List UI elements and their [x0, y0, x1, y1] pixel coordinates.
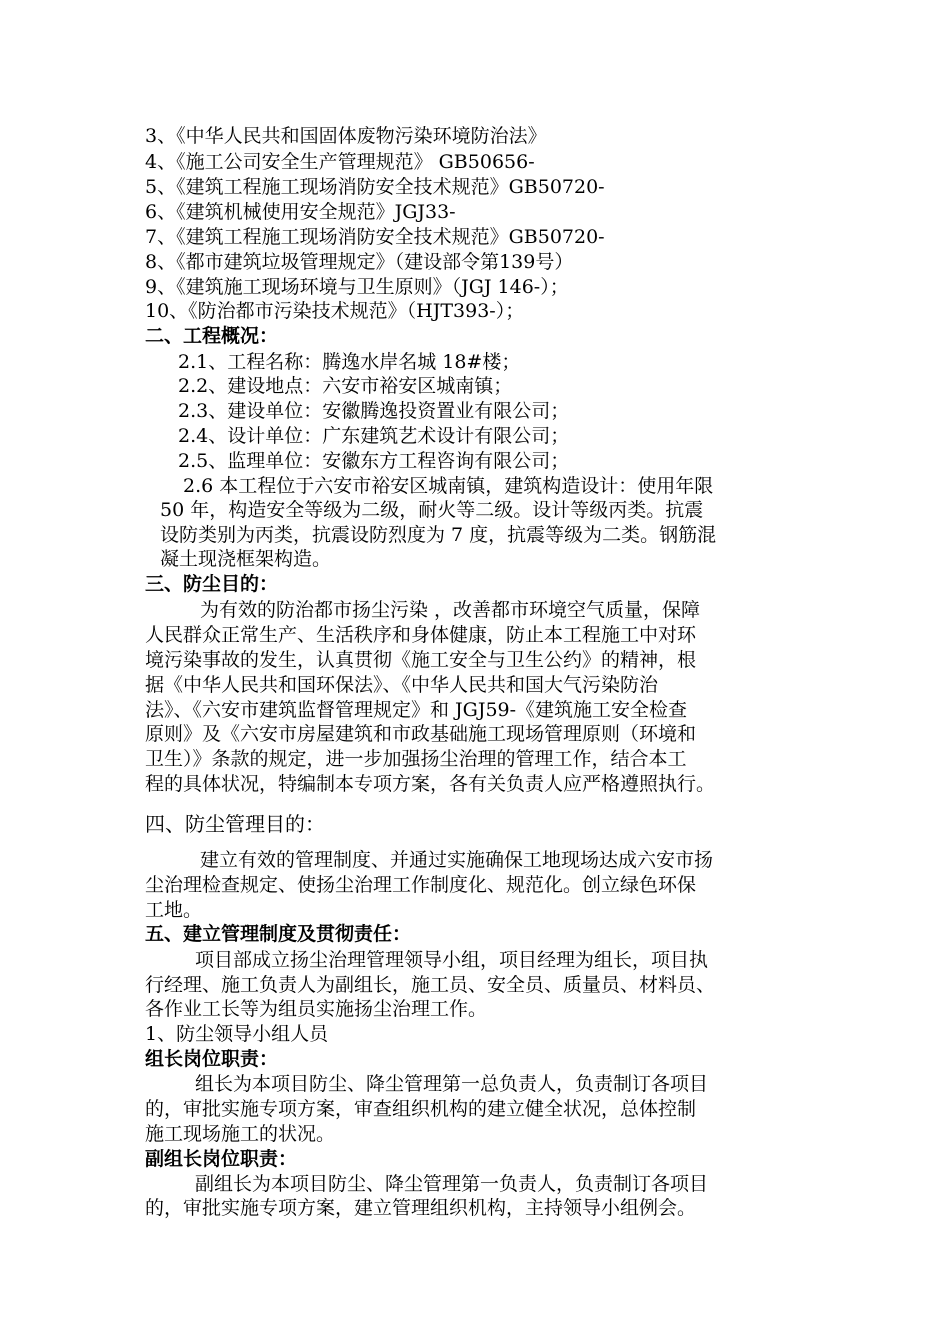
reference-item: 4、《施工公司安全生产管理规范》 GB50656-: [145, 151, 535, 173]
paragraph-line: 法》、《六安市建筑监督管理规定》和 JGJ59-《建筑施工安全检查: [145, 699, 688, 721]
reference-item: 6、《建筑机械使用安全规范》JGJ33-: [145, 201, 456, 223]
paragraph-line: 为有效的防治都市扬尘污染 ，改善都市环境空气质量，保障: [200, 599, 701, 621]
paragraph-line: 各作业工长等为组员实施扬尘治理工作。: [145, 998, 488, 1020]
paragraph-line: 50 年，构造安全等级为二级，耐火等二级。设计等级丙类。抗震: [160, 499, 704, 521]
section-heading: 二、工程概况：: [145, 325, 279, 347]
role-heading: 组长岗位职责：: [145, 1048, 279, 1070]
paragraph-line: 工地。: [145, 899, 203, 921]
reference-item: 7、《建筑工程施工现场消防安全技术规范》GB50720-: [145, 226, 605, 248]
paragraph-line: 项目部成立扬尘治理管理领导小组，项目经理为组长，项目执: [195, 949, 709, 971]
reference-item: 3、《中华人民共和国固体废物污染环境防治法》: [145, 125, 547, 147]
paragraph-line: 组长为本项目防尘、降尘管理第一总负责人，负责制订各项目: [195, 1073, 709, 1095]
paragraph-line: 卫生）》条款的规定，进一步加强扬尘治理的管理工作，结合本工: [145, 748, 687, 770]
paragraph-line: 尘治理检查规定、使扬尘治理工作制度化、规范化。创立绿色环保: [145, 874, 697, 896]
reference-item: 9、《建筑施工现场环境与卫生原则》（JGJ 146-）；: [145, 276, 569, 298]
section-heading: [145, 812, 835, 836]
subheading: 1、防尘领导小组人员: [145, 1023, 329, 1045]
paragraph-line: 凝土现浇框架构造。: [160, 548, 332, 570]
project-info-item: 2.5、监理单位：安徽东方工程咨询有限公司；: [178, 450, 570, 472]
paragraph-line: 原则》及《六安市房屋建筑和市政基础施工现场管理原则（环境和: [145, 723, 697, 745]
project-info-item: 2.1、工程名称：腾逸水岸名城 18#楼；: [178, 351, 521, 373]
paragraph-line: 境污染事故的发生，认真贯彻《施工安全与卫生公约》的精神，根: [145, 649, 697, 671]
project-info-item: 2.2、建设地点：六安市裕安区城南镇；: [178, 375, 513, 397]
project-info-item: 2.3、建设单位：安徽腾逸投资置业有限公司；: [178, 400, 570, 422]
role-heading: 副组长岗位职责：: [145, 1148, 298, 1170]
paragraph-line: 建立有效的管理制度、并通过实施确保工地现场达成六安市扬: [200, 849, 714, 871]
reference-item: 5、《建筑工程施工现场消防安全技术规范》GB50720-: [145, 176, 605, 198]
paragraph-line: 行经理、施工负责人为副组长，施工员、安全员、质量员、材料员、: [145, 974, 716, 996]
paragraph-line: 副组长为本项目防尘、降尘管理第一负责人，负责制订各项目: [195, 1173, 709, 1195]
section-heading: 三、防尘目的：: [145, 573, 279, 595]
paragraph-line: 施工现场施工的状况。: [145, 1123, 336, 1145]
project-info-item: 2.4、设计单位：广东建筑艺术设计有限公司；: [178, 425, 570, 447]
section-heading: 五、建立管理制度及贯彻责任：: [145, 923, 412, 945]
paragraph-line: 的，审批实施专项方案，审查组织机构的建立健全状况，总体控制: [145, 1098, 697, 1120]
reference-item: 8、《都市建筑垃圾管理规定》（建设部令第139号）: [145, 251, 574, 273]
paragraph-line: 设防类别为丙类，抗震设防烈度为 7 度，抗震等级为二类。钢筋混: [160, 524, 717, 546]
paragraph-line: 2.6 本工程位于六安市裕安区城南镇，建筑构造设计：使用年限: [183, 475, 714, 497]
reference-item: 10、《防治都市污染技术规范》（HJT393-）；: [145, 300, 525, 322]
paragraph-line: 人民群众正常生产、生活秩序和身体健康，防止本工程施工中对环: [145, 624, 697, 646]
paragraph-line: 程的具体状况，特编制本专项方案，各有关负责人应严格遵照执行。: [145, 773, 716, 795]
paragraph-line: 据《中华人民共和国环保法》、《中华人民共和国大气污染防治: [145, 674, 659, 696]
paragraph-line: 的，审批实施专项方案，建立管理组织机构，主持领导小组例会。: [145, 1197, 697, 1219]
section-heading-text: 四、防尘管理目的：: [145, 812, 325, 836]
